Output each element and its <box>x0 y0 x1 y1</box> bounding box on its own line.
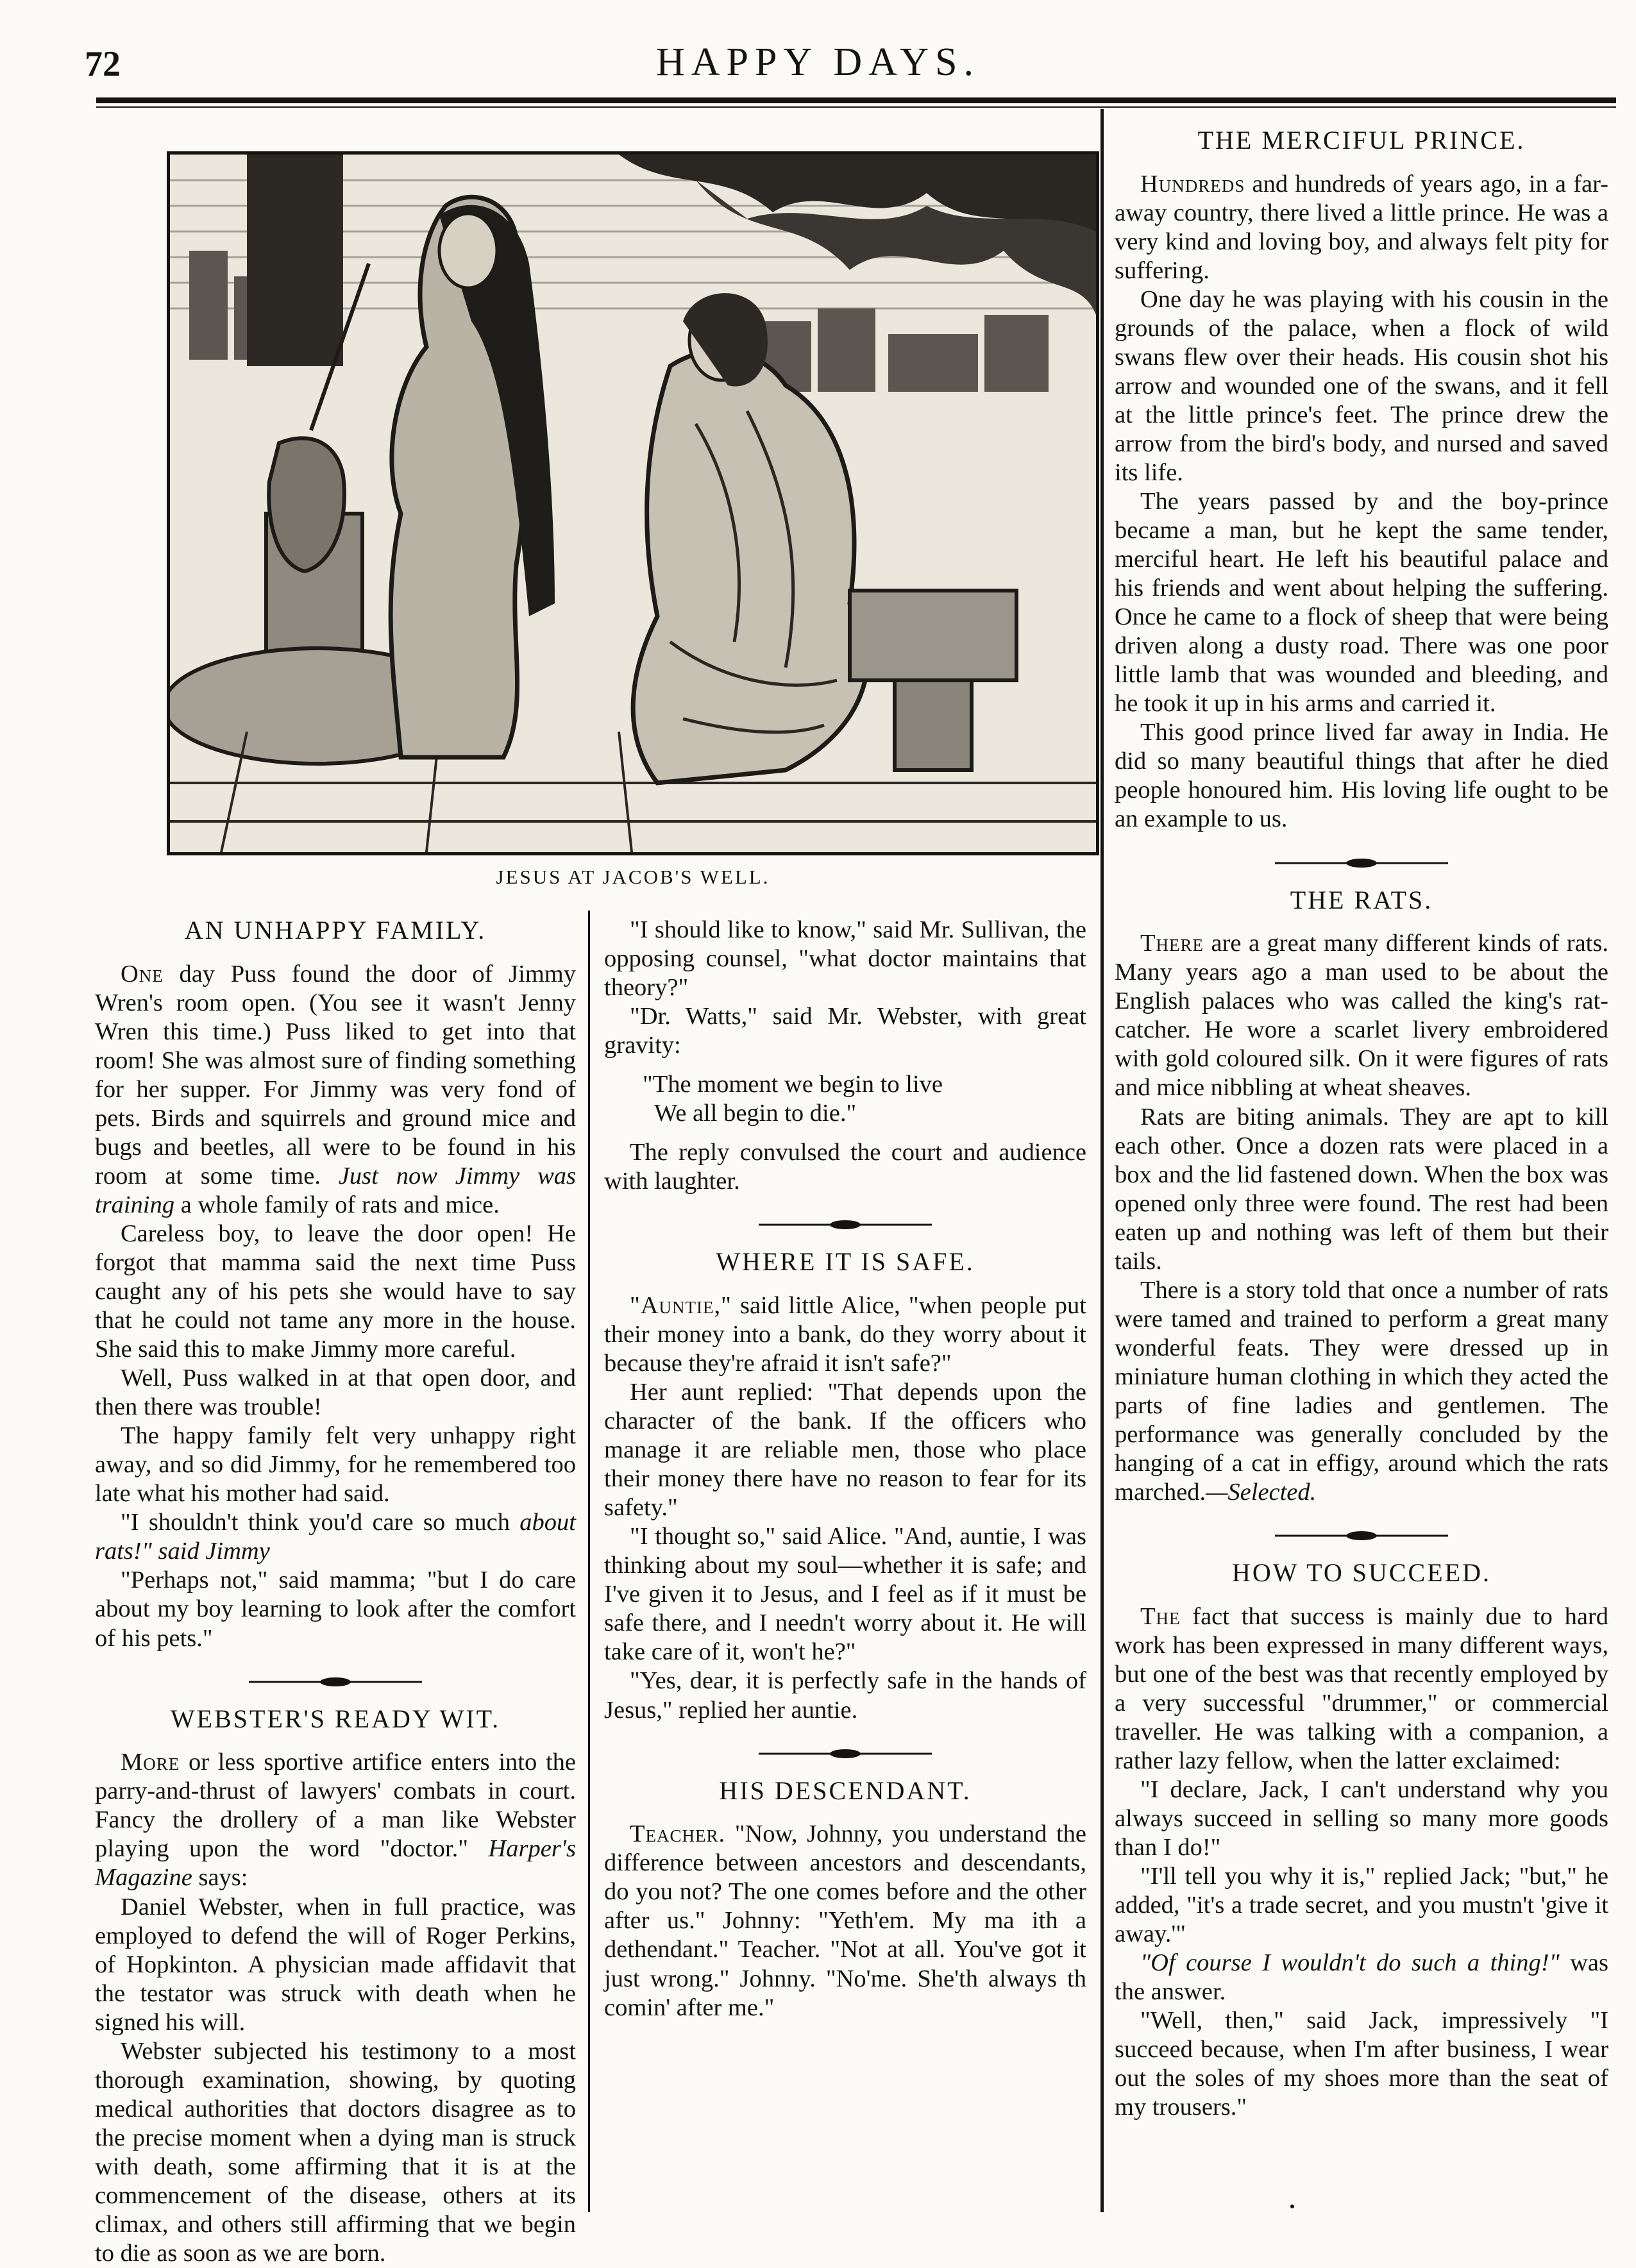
text-span: "Now, Johnny, you understand the difference between ancestors and descendants, do you not? The one comes before and the other after us." Johnny: "Yeth'em. My ma ith a dethendant." Teacher. "Not at all. You've got it just wrong." Johnny. "No'me. She'th always th comin' after me." <box>604 1820 1086 2021</box>
section-divider-icon <box>759 1748 932 1760</box>
lead-word: Hundreds <box>1140 170 1245 197</box>
text-span: There is a story told that once a number of rats were tamed and trained to perform a great many wonderful feats. They were dressed up in miniature human clothing in which they acted the parts of fine ladies and gentlemen. The performance was generally concluded by the hanging of a cat in effigy, around which the rats marched. <box>1115 1276 1608 1506</box>
paragraph <box>604 1291 1086 1378</box>
italic-span: about rats!" said Jimmy <box>95 1509 576 1565</box>
lead-word: The <box>1140 1602 1181 1630</box>
text-span: day Puss found the door of Jimmy Wren's room open. (You see it wasn't Jenny Wren this time.) Puss liked to get into that room! She was almost sure of finding something for her supper. For Jimmy was very fond of pets. Birds and squirrels and ground mice and bugs and beetles, all were to be found in his room at some time. <box>95 960 576 1190</box>
text-span: "I shouldn't think you'd care so much <box>121 1509 520 1536</box>
header-rule-thin <box>96 106 1616 108</box>
column-right <box>1115 126 1608 2122</box>
masthead <box>0 0 1636 103</box>
verse-line: We all begin to die." <box>654 1100 857 1127</box>
paragraph <box>1115 170 1608 285</box>
paragraph: "I'll tell you why it is," replied Jack; "but," he added, "it's a trade secret, and you mustn't 'give it away.'" <box>1115 1863 1608 1948</box>
signature: —Selected. <box>1206 1478 1317 1506</box>
lead-word: Teacher. <box>630 1820 726 1848</box>
text-span: are a great many different kinds of rats. Many years ago a man used to be about the English palaces who was called the king's rat-catcher. He wore a scarlet livery embroidered with gold coloured silk. On it were figures of rats and mice nibbling at wheat sheaves. <box>1115 930 1608 1102</box>
paragraph <box>1115 929 1608 1102</box>
text-span: was the answer. <box>1115 1949 1608 2006</box>
paragraph: "Yes, dear, it is perfectly safe in the hands of Jesus," replied her auntie. <box>604 1667 1086 1724</box>
text-span: and hundreds of years ago, in a far-away country, there lived a little prince. He was a very kind and loving boy, and always felt pity for suffering. <box>1115 170 1608 284</box>
section-divider-icon <box>1275 1530 1448 1541</box>
italic-span: Harper's Magazine <box>95 1835 576 1892</box>
paragraph <box>1115 1276 1608 1507</box>
paragraph: Her aunt replied: "That depends upon the character of the bank. If the officers who manage it are reliable men, those who place their money there have no reason to fear for its safety." <box>604 1379 1086 1522</box>
text-span: said little Alice, "when people put their money into a bank, do they worry about it because they're afraid it isn't safe?" <box>604 1292 1086 1377</box>
article-title-webster: WEBSTER'S READY WIT. <box>170 1704 501 1733</box>
verse-line: "The moment we begin to live <box>643 1071 943 1098</box>
text-span: a whole family of rats and mice. <box>174 1191 500 1219</box>
paragraph: Well, Puss walked in at that open door, and then there was trouble! <box>95 1365 576 1421</box>
paragraph <box>1115 1949 1608 2006</box>
section-divider-icon <box>249 1676 422 1688</box>
section-divider-icon <box>759 1219 932 1231</box>
paragraph: "I should like to know," said Mr. Sullivan, the opposing counsel, "what doctor maintains that theory?" <box>604 916 1086 1002</box>
article-title-descendant: HIS DESCENDANT. <box>719 1776 972 1805</box>
paragraph: The years passed by and the boy-prince became a man, but he kept the same tender, merciful heart. He left his beautiful palace and his friends and went about helping the suffering. Once he came to a flock of sheep that were being driven along a dusty road. There was one poor little lamb that was wounded and bleeding, and he took it up in his arms and carried it. <box>1115 488 1608 718</box>
lead-word: "Auntie," <box>630 1292 732 1320</box>
publication-title: HAPPY DAYS. <box>655 40 981 84</box>
paragraph: "Well, then," said Jack, impressively "I succeed because, when I'm after business, I wear out the soles of my shoes more than the seat of my trousers." <box>1115 2007 1608 2121</box>
column-left <box>95 916 576 2268</box>
italic-span: Just now Jimmy was training <box>95 1163 577 1219</box>
column-rule-right <box>1101 109 1104 2212</box>
article-title-rats: THE RATS. <box>1290 885 1433 914</box>
illustration-caption: JESUS AT JACOB'S WELL. <box>496 866 770 888</box>
header-rule <box>96 97 1616 103</box>
column-middle <box>604 916 1086 2022</box>
paragraph: Daniel Webster, when in full practice, was employed to defend the will of Roger Perkins, of Hopkinton. A physician made affidavit that the testator was struck with death when he signed his will. <box>95 1893 576 2036</box>
paragraph: The reply convulsed the court and audience with laughter. <box>604 1139 1086 1195</box>
lead-word: One <box>121 960 164 987</box>
article-title-merciful-prince: THE MERCIFUL PRINCE. <box>1197 126 1526 155</box>
text-span: says: <box>192 1864 248 1892</box>
paragraph <box>1115 1602 1608 1776</box>
text-span: or less sportive artifice enters into the parry-and-thrust of lawyers' combats in court. Fancy the drollery of a man like Webster playing upon the word "doctor." <box>95 1749 576 1863</box>
paragraph: "Dr. Watts," said Mr. Webster, with great gravity: <box>604 1003 1086 1059</box>
lead-word: There <box>1140 930 1204 957</box>
text-span: fact that success is mainly due to hard work has been expressed in many different ways, but one of the best was that recently employed by a very successful "drummer," or commercial traveller. He was talking with a companion, a rather lazy fellow, when the latter exclaimed: <box>1115 1602 1608 1774</box>
paragraph <box>604 1820 1086 2022</box>
paragraph: Webster subjected his testimony to a most thorough examination, showing, by quoting medical authorities that doctors disagree as to the precise moment when a dying man is struck with death, some affirming that it is at the commencement of the disease, others at its climax, and others still affirming that we begin to die as soon as we are born. <box>95 2037 576 2267</box>
paragraph: "Perhaps not," said mamma; "but I do care about my boy learning to look after the comfort of his pets." <box>95 1567 576 1652</box>
paragraph <box>95 960 576 1220</box>
lead-word: More <box>121 1749 180 1776</box>
section-divider-icon <box>1275 857 1448 869</box>
paragraph: Rats are biting animals. They are apt to kill each other. Once a dozen rats were placed in a box and the lid fastened down. When the box was opened only three were found. The rest had been eaten up and nothing was left of them but their tails. <box>1115 1103 1608 1275</box>
engraving-jesus-at-jacobs-well-icon <box>170 155 1096 852</box>
article-title-unhappy-family: AN UNHAPPY FAMILY. <box>184 916 487 945</box>
paragraph <box>95 1508 576 1566</box>
paragraph: "I thought so," said Alice. "And, auntie, I was thinking about my soul—whether it is safe; and I've given it to Jesus, and I feel as if it must be safe there, and I needn't worry about it. He will take care of it, won't he?" <box>604 1523 1086 1666</box>
paragraph: One day he was playing with his cousin in the grounds of the palace, when a flock of wild swans flew over their heads. His cousin shot his arrow and wounded one of the swans, and it fell at the little prince's feet. The prince drew the arrow from the bird's body, and nursed and saved its life. <box>1115 285 1608 487</box>
paragraph: Careless boy, to leave the door open! He forgot that mamma said the next time Puss caught any of his pets she would have to say that he could not tame any more in the house. She said this to make Jimmy more careful. <box>95 1220 576 1363</box>
print-dot <box>1290 2205 1294 2208</box>
verse-quote <box>643 1070 1086 1128</box>
italic-span: "Of course I wouldn't do such a thing!" <box>1140 1949 1560 1977</box>
article-title-how-to-succeed: HOW TO SUCCEED. <box>1232 1558 1491 1587</box>
illustration-frame <box>167 151 1099 855</box>
paragraph: "I declare, Jack, I can't understand why you always succeed in selling so many more goods than I do!" <box>1115 1776 1608 1861</box>
paragraph: The happy family felt very unhappy right away, and so did Jimmy, for he remembered too late what his mother had said. <box>95 1422 576 1508</box>
article-title-where-safe: WHERE IT IS SAFE. <box>716 1247 975 1277</box>
page-number: 72 <box>85 44 121 84</box>
paragraph <box>95 1748 576 1892</box>
paragraph: This good prince lived far away in India. He did so many beautiful things that after he died people honoured him. His loving life ought to be an example to us. <box>1115 719 1608 833</box>
column-rule-left <box>588 911 590 2212</box>
